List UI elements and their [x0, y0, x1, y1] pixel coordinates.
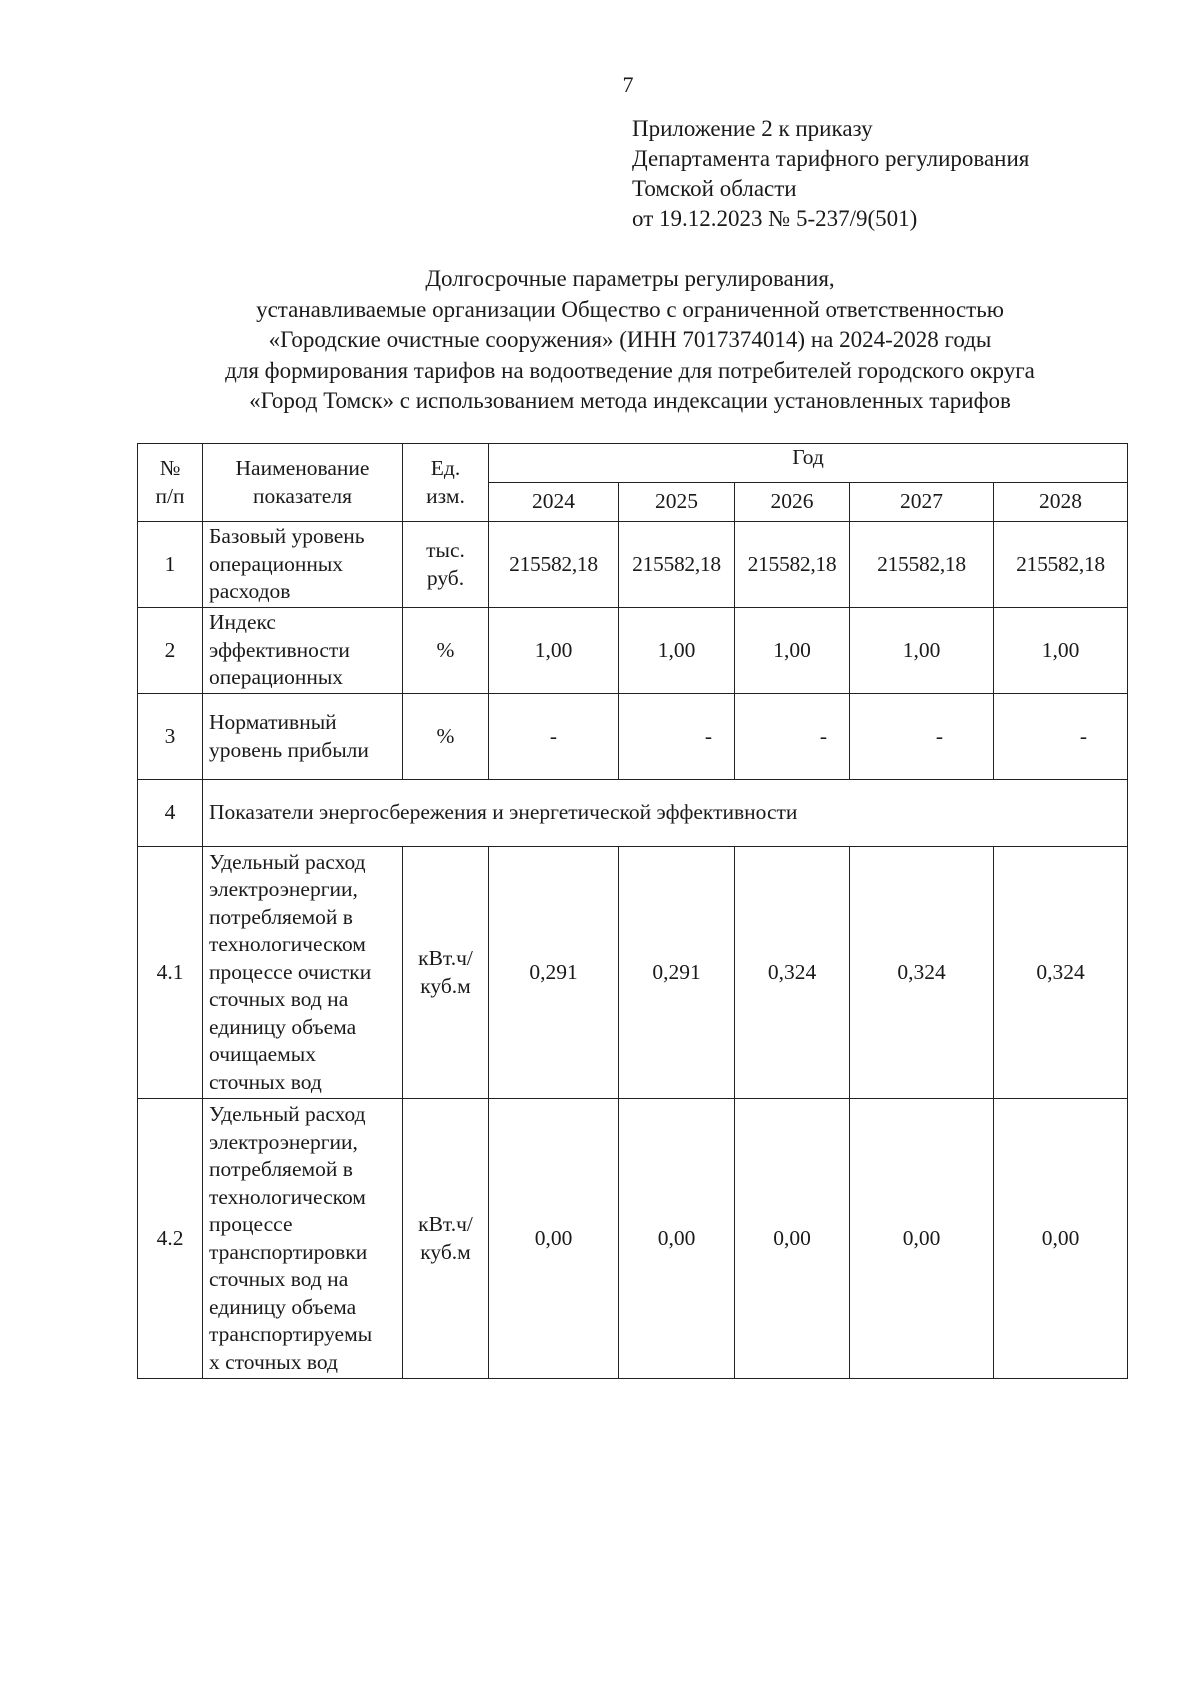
row-name-line: операционных [209, 665, 344, 690]
document-title [140, 264, 1120, 417]
table-row [138, 608, 1128, 694]
annex-line: от 19.12.2023 № 5-237/9(501) [632, 206, 918, 231]
row-value: 215582,18 [850, 522, 994, 608]
row-value: 1,00 [994, 608, 1128, 694]
table-row [138, 1099, 1128, 1379]
row-value: 215582,18 [489, 522, 619, 608]
row-name-line: эффективности [209, 637, 350, 662]
row-value: 215582,18 [994, 522, 1128, 608]
row-num: 4.2 [138, 1099, 203, 1379]
row-name-line: потребляемой в [209, 904, 353, 929]
title-line: «Городские очистные сооружения» (ИНН 7017374014) на 2024-2028 годы [268, 327, 992, 352]
header-year: 2028 [994, 483, 1128, 522]
row-name-line: единицу объема [209, 1294, 357, 1319]
header-name-cell [203, 444, 403, 522]
row-value: 0,324 [850, 847, 994, 1099]
row-value: - [735, 694, 850, 780]
row-unit [403, 522, 489, 608]
row-value: - [489, 694, 619, 780]
row-name-line: технологическом [209, 932, 366, 957]
row-name [203, 608, 403, 694]
annex-line: Департамента тарифного регулирования [632, 146, 1030, 171]
row-value: 0,324 [994, 847, 1128, 1099]
header-num-line: № [159, 456, 181, 480]
header-year: 2026 [735, 483, 850, 522]
row-value: 0,00 [619, 1099, 735, 1379]
header-num-cell [138, 444, 203, 522]
row-value: 0,291 [489, 847, 619, 1099]
row-name-line: транспортировки [209, 1239, 368, 1264]
row-name [203, 1099, 403, 1379]
row-value: 0,00 [850, 1099, 994, 1379]
row-name-line: технологическом [209, 1184, 366, 1209]
section-row [138, 780, 1128, 847]
row-name-line: Базовый уровень [209, 524, 365, 549]
row-value: 0,00 [735, 1099, 850, 1379]
section-num: 4 [138, 780, 203, 847]
row-name [203, 694, 403, 780]
table-row [138, 694, 1128, 780]
row-value: 1,00 [619, 608, 735, 694]
row-unit-line: куб.м [420, 973, 471, 998]
header-name-line: показателя [253, 483, 352, 508]
row-unit-line: кВт.ч/ [418, 946, 473, 970]
row-name-line: очищаемых [209, 1042, 316, 1067]
header-year: 2027 [850, 483, 994, 522]
title-line: устанавливаемые организации Общество с ограниченной ответственностью [256, 296, 1004, 322]
row-value: - [994, 694, 1128, 780]
row-name-line: сточных вод [209, 1069, 322, 1094]
row-name-line: расходов [209, 579, 291, 604]
header-year: 2024 [489, 483, 619, 522]
row-num: 4.1 [138, 847, 203, 1099]
section-name: Показатели энергосбережения и энергетической эффективности [203, 780, 1128, 847]
row-num: 3 [138, 694, 203, 780]
row-unit: % [403, 608, 489, 694]
row-name-line: процессе очистки [209, 959, 372, 984]
title-line: «Город Томск» с использованием метода индексации установленных тарифов [249, 388, 1011, 413]
row-name [203, 522, 403, 608]
row-value: - [619, 694, 735, 780]
row-name-line: уровень прибыли [209, 737, 369, 762]
header-year: 2025 [619, 483, 735, 522]
row-name-line: Удельный расход [209, 849, 366, 874]
table-row [138, 847, 1128, 1099]
row-name-line: процессе [209, 1212, 293, 1236]
row-value: 0,00 [994, 1099, 1128, 1379]
header-row-top [138, 444, 1128, 483]
row-name-line: сточных вод на [209, 987, 349, 1012]
row-value: 215582,18 [735, 522, 850, 608]
row-value: - [850, 694, 994, 780]
row-unit-line: тыс. [426, 538, 465, 562]
row-value: 215582,18 [619, 522, 735, 608]
row-unit [403, 847, 489, 1099]
row-name-line: единицу объема [209, 1014, 357, 1039]
row-value: 0,291 [619, 847, 735, 1099]
row-unit: % [403, 694, 489, 780]
row-value: 1,00 [489, 608, 619, 694]
row-unit [403, 1099, 489, 1379]
row-name-line: Нормативный [209, 710, 337, 734]
row-value: 0,00 [489, 1099, 619, 1379]
annex-line: Томской области [632, 176, 797, 201]
row-name-line: электроэнергии, [209, 877, 358, 902]
row-name-line: сточных вод на [209, 1267, 349, 1291]
page-number: 7 [622, 72, 634, 97]
header-name-line: Наименование [235, 456, 370, 480]
row-name-line: транспортируемы [209, 1322, 373, 1346]
row-num: 1 [138, 522, 203, 608]
header-unit-cell [403, 444, 489, 522]
row-name-line: операционных [209, 551, 344, 576]
row-value: 0,324 [735, 847, 850, 1099]
annex-block [632, 114, 1029, 234]
row-value: 1,00 [850, 608, 994, 694]
row-unit-line: куб.м [420, 1239, 471, 1264]
row-name [203, 847, 403, 1099]
row-value: 1,00 [735, 608, 850, 694]
header-unit-line: Ед. [430, 456, 461, 480]
header-unit-line: изм. [426, 483, 465, 508]
row-num: 2 [138, 608, 203, 694]
row-name-line: Индекс [209, 610, 276, 635]
annex-line: Приложение 2 к приказу [632, 116, 873, 141]
table-row [138, 522, 1128, 608]
row-name-line: потребляемой в [209, 1157, 353, 1181]
title-line: Долгосрочные параметры регулирования, [425, 266, 835, 291]
parameters-table [137, 443, 1128, 1379]
row-name-line: х сточных вод [209, 1349, 338, 1374]
title-line: для формирования тарифов на водоотведение для потребителей городского округа [225, 357, 1035, 383]
header-num-line: п/п [155, 483, 185, 508]
row-unit-line: руб. [426, 565, 465, 590]
header-year-group: Год [489, 444, 1128, 483]
row-unit-line: кВт.ч/ [418, 1212, 473, 1236]
row-name-line: электроэнергии, [209, 1129, 358, 1154]
row-name-line: Удельный расход [209, 1102, 366, 1126]
